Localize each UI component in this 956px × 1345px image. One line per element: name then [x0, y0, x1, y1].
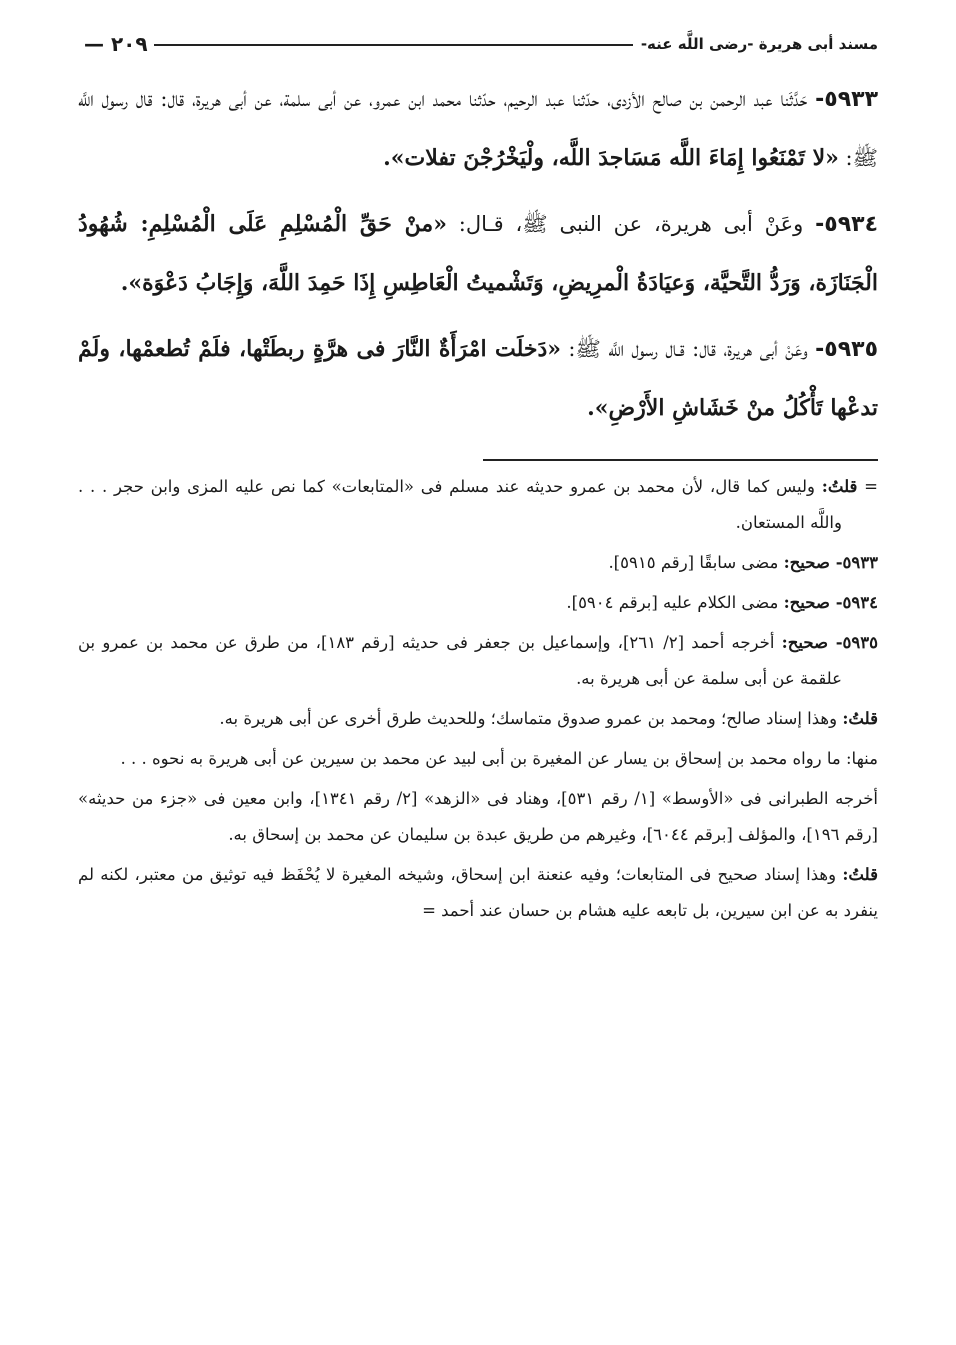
footnote-continuation — [78, 469, 878, 541]
footnote-label: قلتُ: — [842, 865, 878, 884]
hadith-quote: «دَخلَت امْرَأَةٌ النَّارَ فى هرَّةٍ ربطَتْها، فلَمْ تُطعمْها، ولَمْ تدعْها تَأْكُلُ منْ خَشَاشِ الأَرْضِ». — [78, 336, 878, 421]
footnote-text: مضى الكلام عليه [برقم ٥٩٠٤]. — [566, 593, 784, 612]
hadith-5933 — [78, 70, 878, 187]
hadith-quote: «منْ حَقِّ الْمُسْلِمِ عَلَى الْمُسْلِمِ: شُهُودُ الْجَنَازَة، وَرَدُّ التَّحيَّة، وَعيَادَةُ الْمرِيضِ، وَتَشْميتُ الْعَاطِسِ إِذَا حَمِدَ اللَّهَ، وَإِجَابُ دَعْوَة». — [78, 211, 878, 296]
footnote-label: قلتُ: — [821, 477, 858, 496]
footnote-lead: = — [857, 477, 879, 496]
footnotes — [78, 469, 878, 929]
footnote-separator — [483, 459, 878, 461]
hadith-5935 — [78, 320, 878, 437]
hadith-text: وعَنْ أبى هريرة، عن النبى ﷺ، قـال: — [446, 212, 816, 236]
footnote-text: أخرجه أحمد [٢/ ٢٦١]، وإسماعيل بن جعفر فى حديثه [رقم ١٨٣]، من طرق عن محمد بن عمرو بن علقمة عن أبى سلمة عن أبى هريرة به. — [78, 633, 842, 688]
footnote-final-comment — [78, 857, 878, 929]
footnote-text: وهذا إسناد صحيح فى المتابعات؛ وفيه عنعنة ابن إسحاق، وشيخه المغيرة لا يُحْفَظ فيه توثيق من معتبر، لكنه لم ينفرد به عن ابن سيرين، بل تابعه عليه هشام بن حسان عند أحمد = — [78, 865, 878, 920]
hadith-number: ٥٩٣٥- — [815, 337, 878, 362]
footnote-other-paths — [78, 741, 878, 777]
book-page — [78, 22, 878, 1325]
hadith-number: ٥٩٣٣- — [815, 87, 878, 112]
hadith-text: وعَنْ أبى هريرة، قال: قـال رسول اللَّه ﷺ: — [561, 337, 816, 361]
footnote-text: أخرجه الطبرانى فى «الأوسط» [١/ رقم ٥٣١]، وهناد فى «الزهد» [٢/ رقم ١٣٤١]، وابن معين فى «جزء من حديثه» [رقم ١٩٦]، والمؤلف [برقم ٦٠٤٤]، وغيرهم من طريق عبدة بن سليمان عن محمد بن إسحاق به. — [78, 789, 879, 844]
footnote-label: ٥٩٣٣- صحيح: — [783, 553, 878, 572]
page-header — [78, 22, 878, 66]
hadith-text: حَدَّثَنا عبد الرحمن بن صالح الأزدى، حدّثنا عبد الرحيم، حدّثنا محمد ابن عمرو، عن أبى سلمة، عن أبى هريرة، قال: قال رسول اللَّه ﷺ: — [78, 87, 878, 170]
footnote-comment — [78, 701, 878, 737]
footnote-5935 — [78, 625, 878, 697]
hadith-quote: «لا تَمْنَعُوا إِمَاءَ اللَّه مَسَاجدَ اللَّه، ولْيَخْرُجْنَ تفلات». — [383, 145, 839, 171]
footnote-text: وليس كما قال، لأن محمد بن عمرو حديثه عند مسلم فى «المتابعات» كما نص عليه المزى وابن حجر . . . واللَّه المستعان. — [78, 477, 842, 532]
footnote-label: ٥٩٣٤- صحيح: — [783, 593, 878, 612]
footnote-text: مضى سابقًا [رقم ٥٩١٥]. — [608, 553, 784, 572]
footnote-label: ٥٩٣٥- صحيح: — [781, 633, 878, 652]
running-title: مسند أبى هريرة -رضى اللَّه عنه- — [633, 35, 878, 53]
footnote-text: منها: ما رواه محمد بن إسحاق بن يسار عن المغيرة بن أبى لبيد عن محمد بن سيرين عن أبى هريرة به نحوه . . . — [120, 749, 878, 768]
footnote-text: وهذا إسناد صالح؛ ومحمد بن عمرو صدوق متماسك؛ وللحديث طرق أخرى عن أبى هريرة به. — [219, 709, 843, 728]
footnote-label: قلتُ: — [842, 709, 878, 728]
footnote-5934 — [78, 585, 878, 621]
hadith-number: ٥٩٣٤- — [815, 212, 878, 237]
footnote-5933 — [78, 545, 878, 581]
page-number: ٢٠٩ — — [78, 32, 154, 56]
footnote-sources — [78, 781, 878, 853]
hadith-5934 — [78, 195, 878, 312]
